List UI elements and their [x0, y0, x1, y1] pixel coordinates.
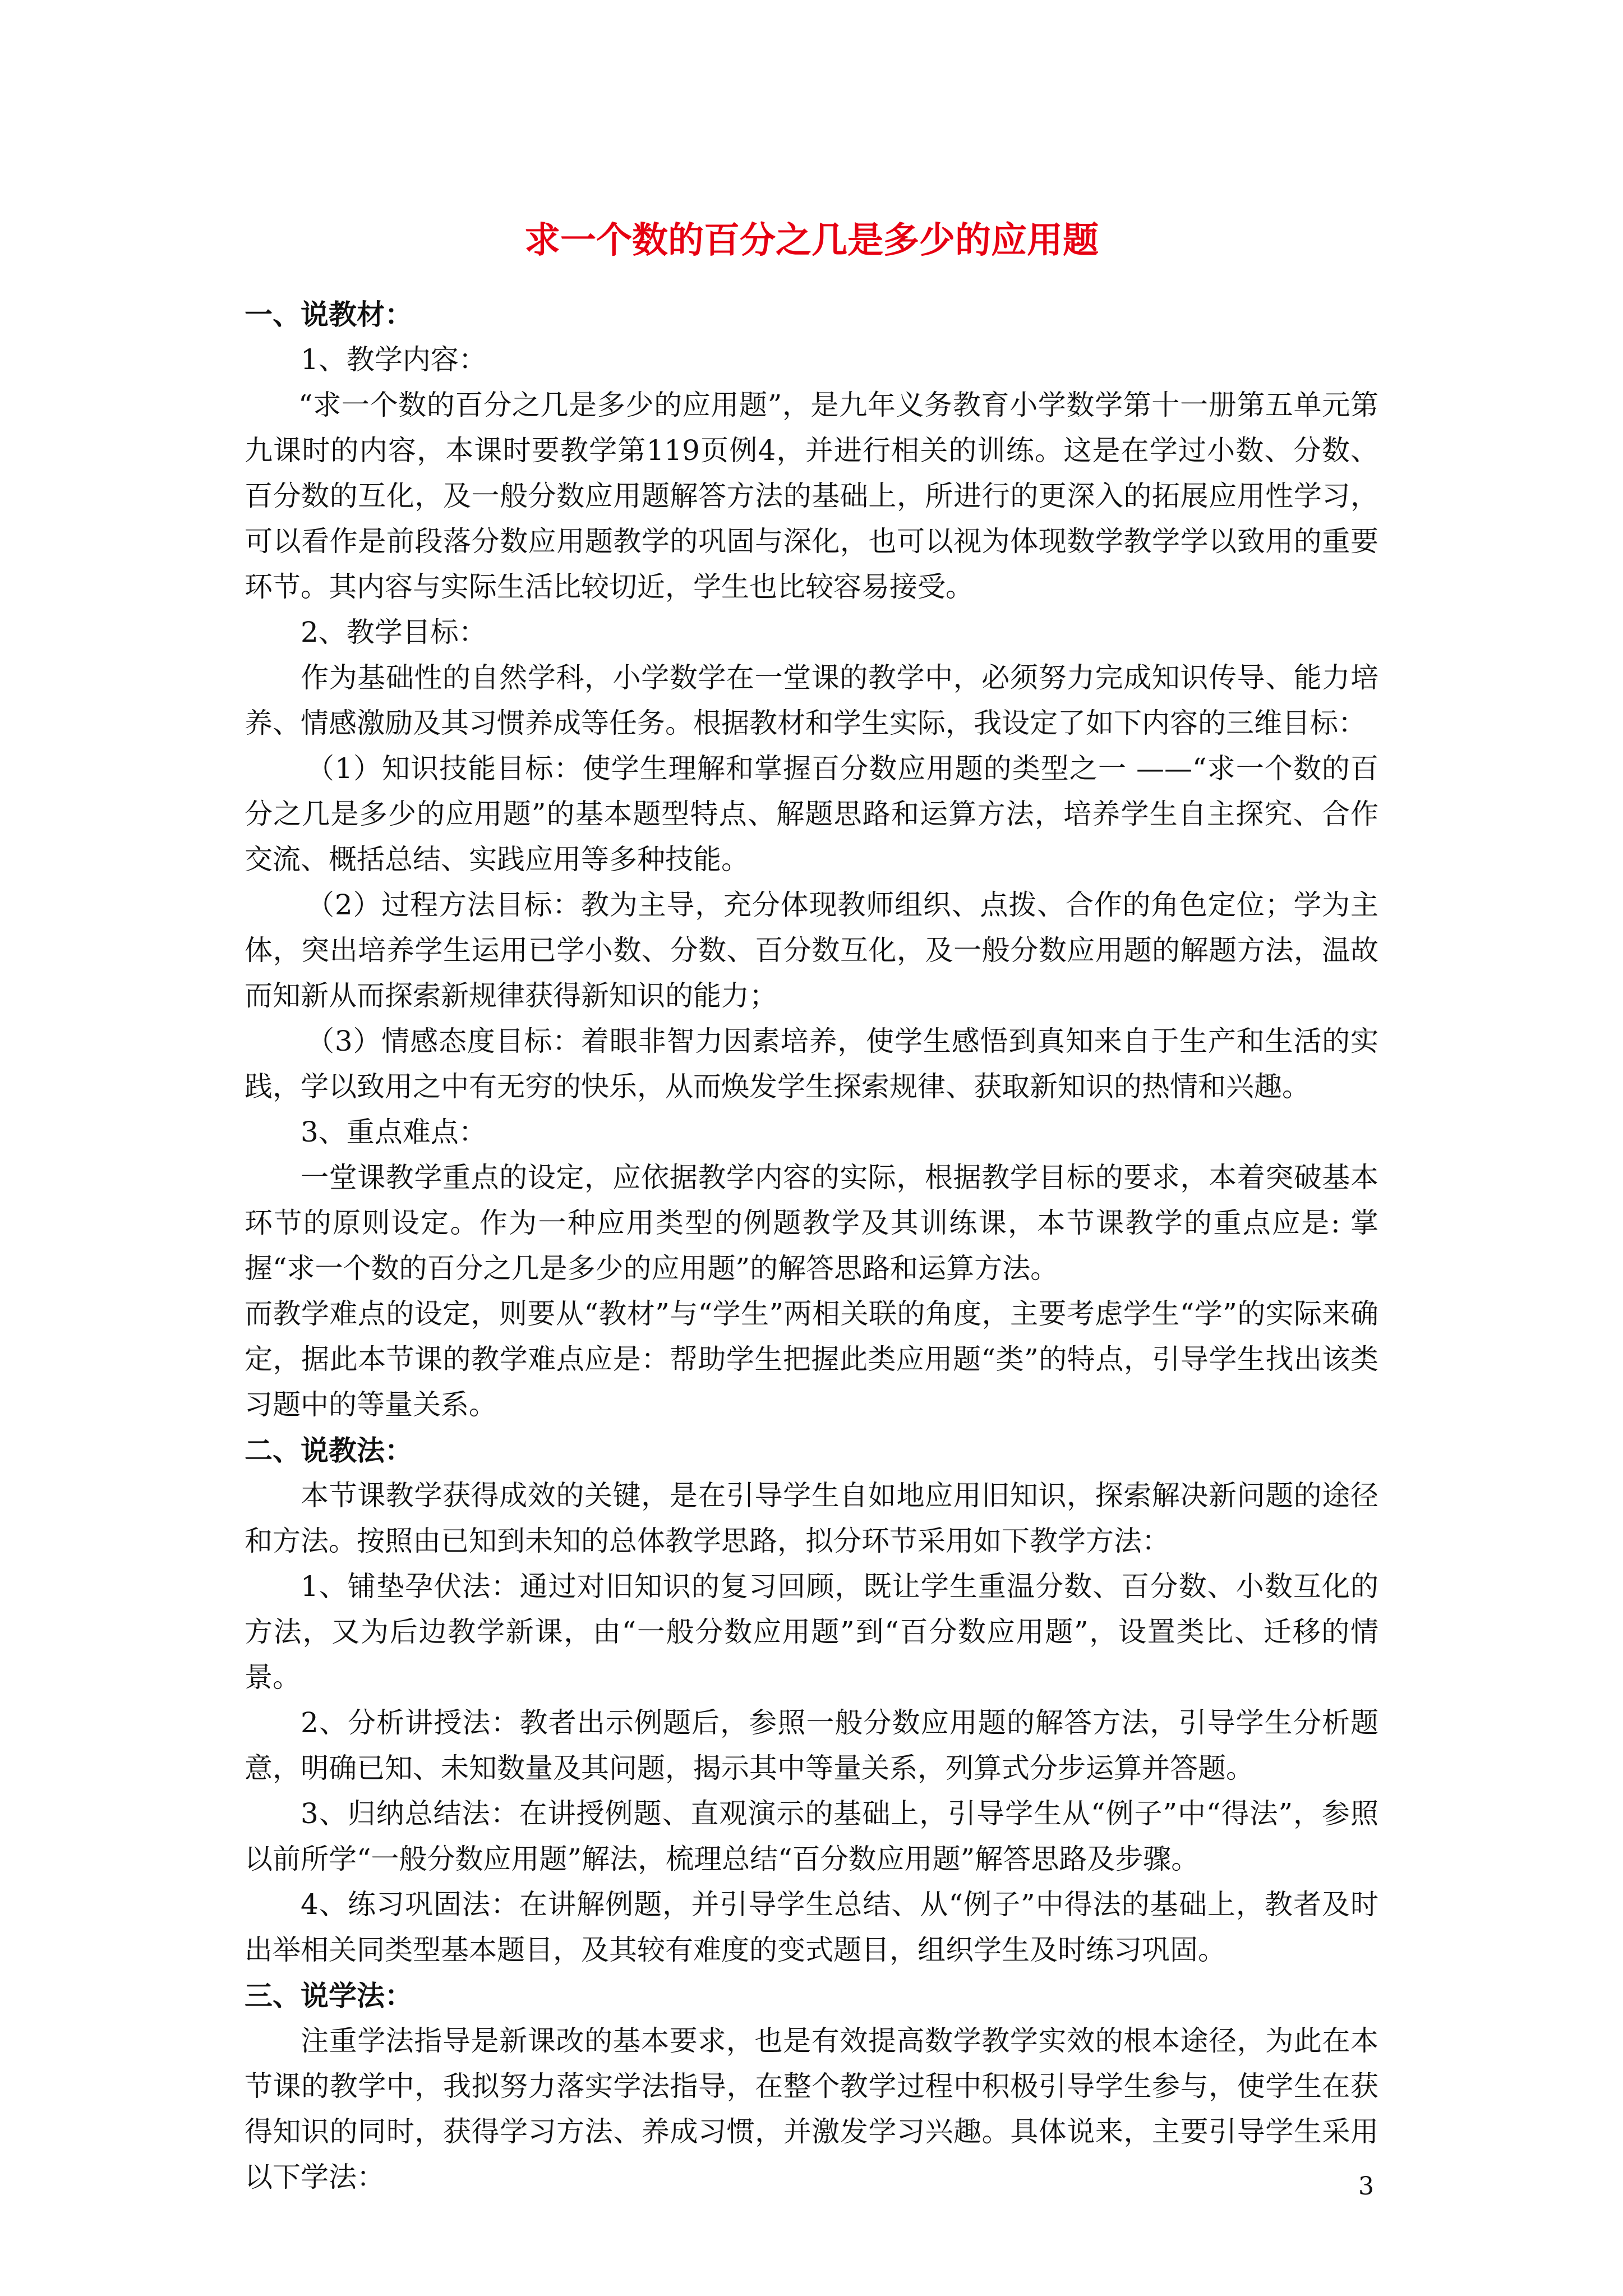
- paragraph: 本节课教学获得成效的关键，是在引导学生自如地应用旧知识，探索解决新问题的途径和方法。按照由已知到未知的总体教学思路，拟分环节采用如下教学方法：: [245, 1479, 1378, 1557]
- section-heading-learning-method: 三、说学法：: [245, 1979, 413, 2012]
- subheading-teaching-goals: 2、教学目标：: [301, 616, 487, 648]
- page-number: 3: [1358, 2172, 1374, 2201]
- method-item: 4、练习巩固法：在讲解例题，并引导学生总结、从“例子”中得法的基础上，教者及时出举相关同类型基本题目，及其较有难度的变式题目，组织学生及时练习巩固。: [245, 1888, 1378, 1966]
- subheading-key-points: 3、重点难点：: [301, 1116, 487, 1148]
- paragraph: 注重学法指导是新课改的基本要求，也是有效提高数学教学实效的根本途径，为此在本节课的教学中，我拟努力落实学法指导，在整个教学过程中积极引导学生参与，使学生在获得知识的同时，获得学习方法、养成习惯，并激发学习兴趣。具体说来，主要引导学生采用以下学法：: [245, 2024, 1378, 2193]
- paragraph: “求一个数的百分之几是多少的应用题”，是九年义务教育小学数学第十一册第五单元第九课时的内容，本课时要教学第119页例4，并进行相关的训练。这是在学过小数、分数、百分数的互化，及一般分数应用题解答方法的基础上，所进行的更深入的拓展应用性学习，可以看作是前段落分数应用题教学的巩固与深化，也可以视为体现数学教学学以致用的重要环节。其内容与实际生活比较切近，学生也比较容易接受。: [245, 389, 1378, 603]
- goal-item-knowledge: （1）知识技能目标：使学生理解和掌握百分数应用题的类型之一 ——“求一个数的百分之几是多少的应用题”的基本题型特点、解题思路和运算方法，培养学生自主探究、合作交流、概括总结、实践应用等多种技能。: [245, 752, 1378, 876]
- goal-item-process: （2）过程方法目标：教为主导，充分体现教师组织、点拨、合作的角色定位；学为主体，突出培养学生运用已学小数、分数、百分数互化，及一般分数应用题的解题方法，温故而知新从而探索新规律获得新知识的能力；: [245, 889, 1378, 1012]
- paragraph: 而教学难点的设定，则要从“教材”与“学生”两相关联的角度，主要考虑学生“学”的实际来确定，据此本节课的教学难点应是：帮助学生把握此类应用题“类”的特点，引导学生找出该类习题中的等量关系。: [245, 1297, 1378, 1421]
- subheading-teaching-content: 1、教学内容：: [301, 343, 487, 376]
- method-item: 2、分析讲授法：教者出示例题后，参照一般分数应用题的解答方法，引导学生分析题意，明确已知、未知数量及其问题，揭示其中等量关系，列算式分步运算并答题。: [245, 1706, 1378, 1784]
- document-title: 求一个数的百分之几是多少的应用题: [524, 219, 1099, 261]
- paragraph: 作为基础性的自然学科，小学数学在一堂课的教学中，必须努力完成知识传导、能力培养、情感激励及其习惯养成等任务。根据教材和学生实际，我设定了如下内容的三维目标：: [245, 661, 1378, 739]
- goal-item-emotion: （3）情感态度目标：着眼非智力因素培养，使学生感悟到真知来自于生产和生活的实践，学以致用之中有无穷的快乐，从而焕发学生探索规律、获取新知识的热情和兴趣。: [245, 1025, 1378, 1103]
- section-heading-teaching-material: 一、说教材：: [245, 298, 413, 331]
- document-body: [245, 292, 1378, 2200]
- method-item: 1、铺垫孕伏法：通过对旧知识的复习回顾，既让学生重温分数、百分数、小数互化的方法，又为后边教学新课，由“一般分数应用题”到“百分数应用题”，设置类比、迁移的情景。: [245, 1570, 1378, 1694]
- method-item: 3、归纳总结法：在讲授例题、直观演示的基础上，引导学生从“例子”中“得法”，参照以前所学“一般分数应用题”解法，梳理总结“百分数应用题”解答思路及步骤。: [245, 1797, 1378, 1875]
- section-heading-teaching-method: 二、说教法：: [245, 1434, 413, 1467]
- paragraph: 一堂课教学重点的设定，应依据教学内容的实际，根据教学目标的要求，本着突破基本环节的原则设定。作为一种应用类型的例题教学及其训练课，本节课教学的重点应是: 掌握“求一个数的百分之几是多少的应用题”的解答思路和运算方法。: [245, 1161, 1378, 1285]
